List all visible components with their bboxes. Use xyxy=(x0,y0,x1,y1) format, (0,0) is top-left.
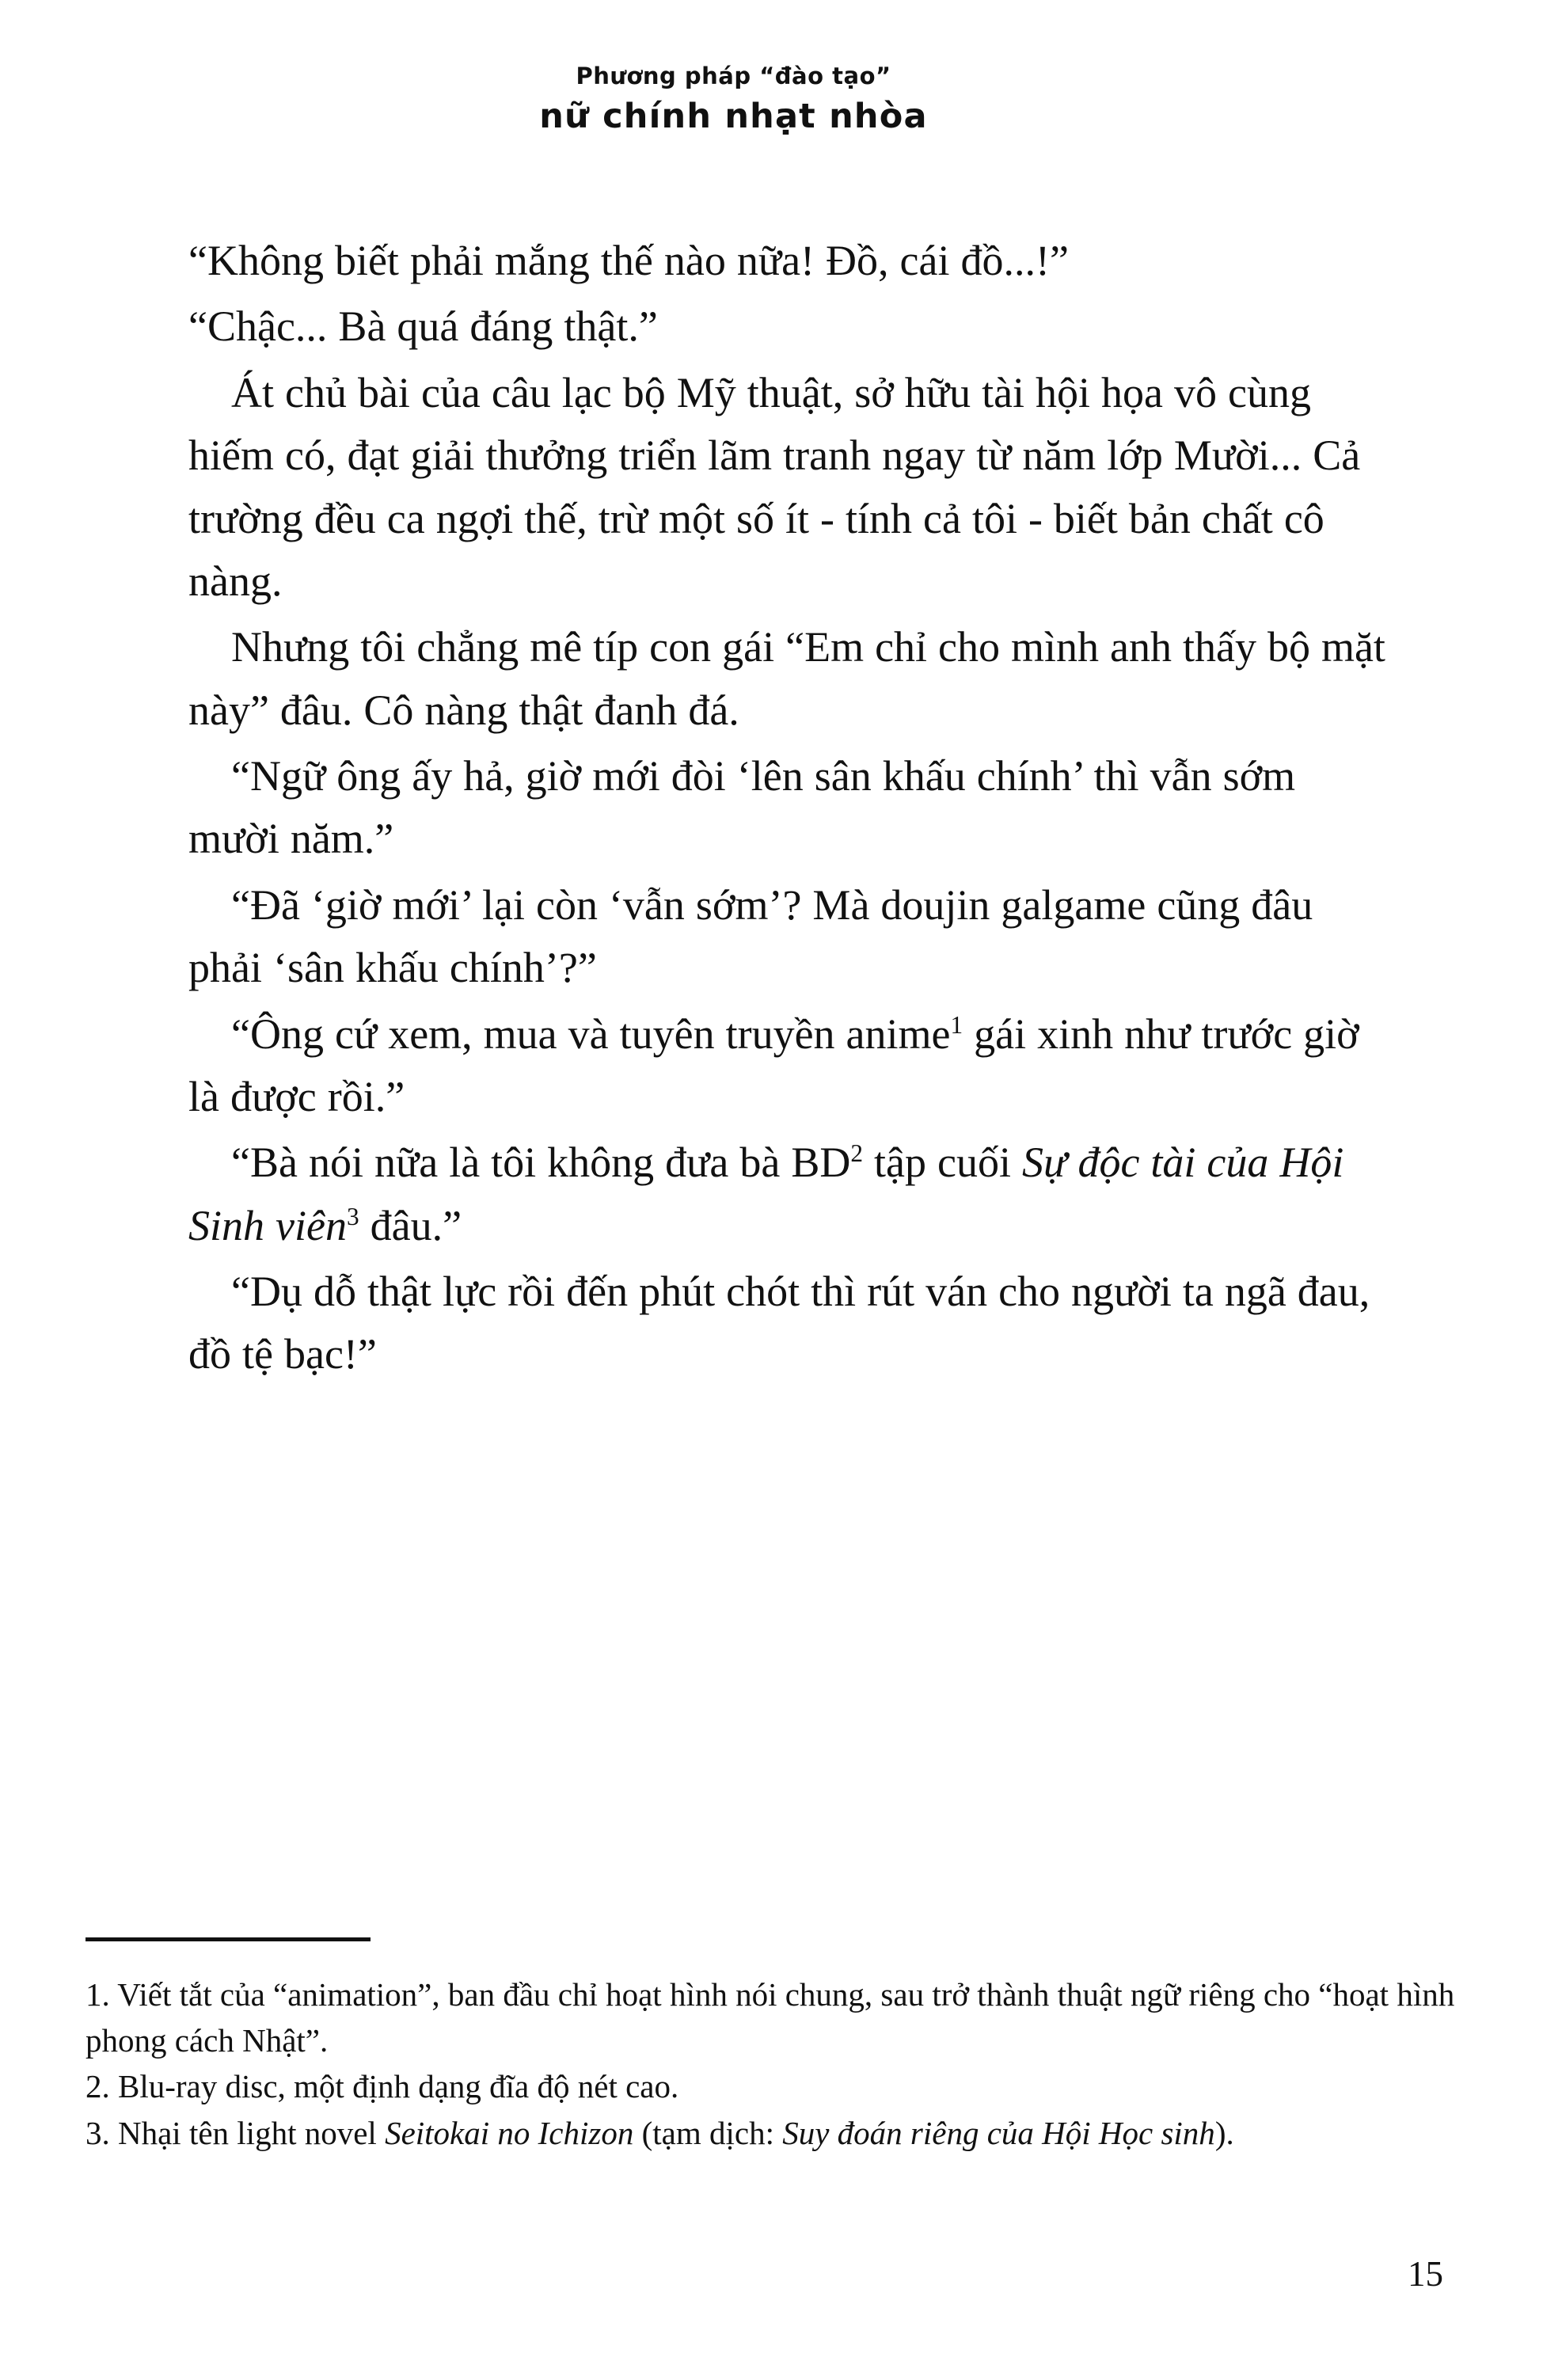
paragraph-7 xyxy=(188,1003,1392,1129)
paragraph-3: Át chủ bài của câu lạc bộ Mỹ thuật, sở hữu tài hội họa vô cùng hiếm có, đạt giải thưởng triển lãm tranh ngay từ năm lớp Mười... Cả trường đều ca ngợi thế, trừ một số ít - tính cả tôi - biết bản chất cô nàng. xyxy=(188,368,1361,605)
footnote-2: 2. Blu-ray disc, một định dạng đĩa độ nét cao. xyxy=(86,2068,679,2105)
paragraph-8-title: Sự độc tài của Hội Sinh viên xyxy=(188,1139,1344,1249)
footnote-3-text-a: 3. Nhại tên light novel xyxy=(86,2114,386,2151)
paragraph-8-text-a: “Bà nói nữa là tôi không đưa bà BD xyxy=(231,1139,851,1187)
paragraph-8-text-c: đâu.” xyxy=(359,1201,462,1249)
body-text xyxy=(188,230,1392,1390)
paragraph-4: Nhưng tôi chẳng mê típ con gái “Em chỉ cho mình anh thấy bộ mặt này” đâu. Cô nàng thật đanh đá. xyxy=(188,623,1385,734)
footnote-3 xyxy=(86,2110,1479,2156)
paragraph-9: “Dụ dỗ thật lực rồi đến phút chót thì rút ván cho người ta ngã đau, đồ tệ bạc!” xyxy=(188,1268,1370,1378)
paragraph-5: “Ngữ ông ấy hả, giờ mới đòi ‘lên sân khấu chính’ thì vẫn sớm mười năm.” xyxy=(188,752,1296,863)
footnote-3-text-c: ). xyxy=(1214,2114,1234,2151)
paragraph-7-text-b: gái xinh như trước giờ là được rồi.” xyxy=(188,1009,1359,1120)
paragraph-8 xyxy=(188,1131,1392,1257)
paragraph-7-text-a: “Ông cứ xem, mua và tuyên truyền anime xyxy=(231,1009,951,1058)
footnote-3-title-2: Suy đoán riêng của Hội Học sinh xyxy=(782,2114,1215,2151)
footnote-separator xyxy=(86,1937,371,1941)
paragraph-8-text-b: tập cuối xyxy=(863,1139,1022,1187)
paragraph-2: “Chậc... Bà quá đáng thật.” xyxy=(188,302,658,351)
running-head-line-1: Phương pháp “đào tạo” xyxy=(576,63,891,89)
running-head xyxy=(0,62,1562,139)
paragraph-6: “Đã ‘giờ mới’ lại còn ‘vẫn sớm’? Mà doujin galgame cũng đâu phải ‘sân khấu chính’?” xyxy=(188,880,1313,992)
footnote-1: 1. Viết tắt của “animation”, ban đầu chỉ hoạt hình nói chung, sau trở thành thuật ngữ riêng cho “hoạt hình phong cách Nhật”. xyxy=(86,1976,1455,2059)
footnote-marker-2: 2 xyxy=(850,1139,864,1168)
footnote-marker-1: 1 xyxy=(950,1010,963,1039)
footnote-3-text-b: (tạm dịch: xyxy=(633,2114,783,2151)
footnote-3-title-1: Seitokai no Ichizon xyxy=(385,2114,634,2151)
running-head-line-2: nữ chính nhạt nhòa xyxy=(539,97,928,137)
page-number: 15 xyxy=(1408,2254,1443,2294)
footnote-marker-3: 3 xyxy=(346,1202,359,1230)
footnote-list xyxy=(86,1971,1479,2156)
paragraph-1: “Không biết phải mắng thế nào nữa! Đồ, cái đồ...!” xyxy=(188,237,1069,284)
